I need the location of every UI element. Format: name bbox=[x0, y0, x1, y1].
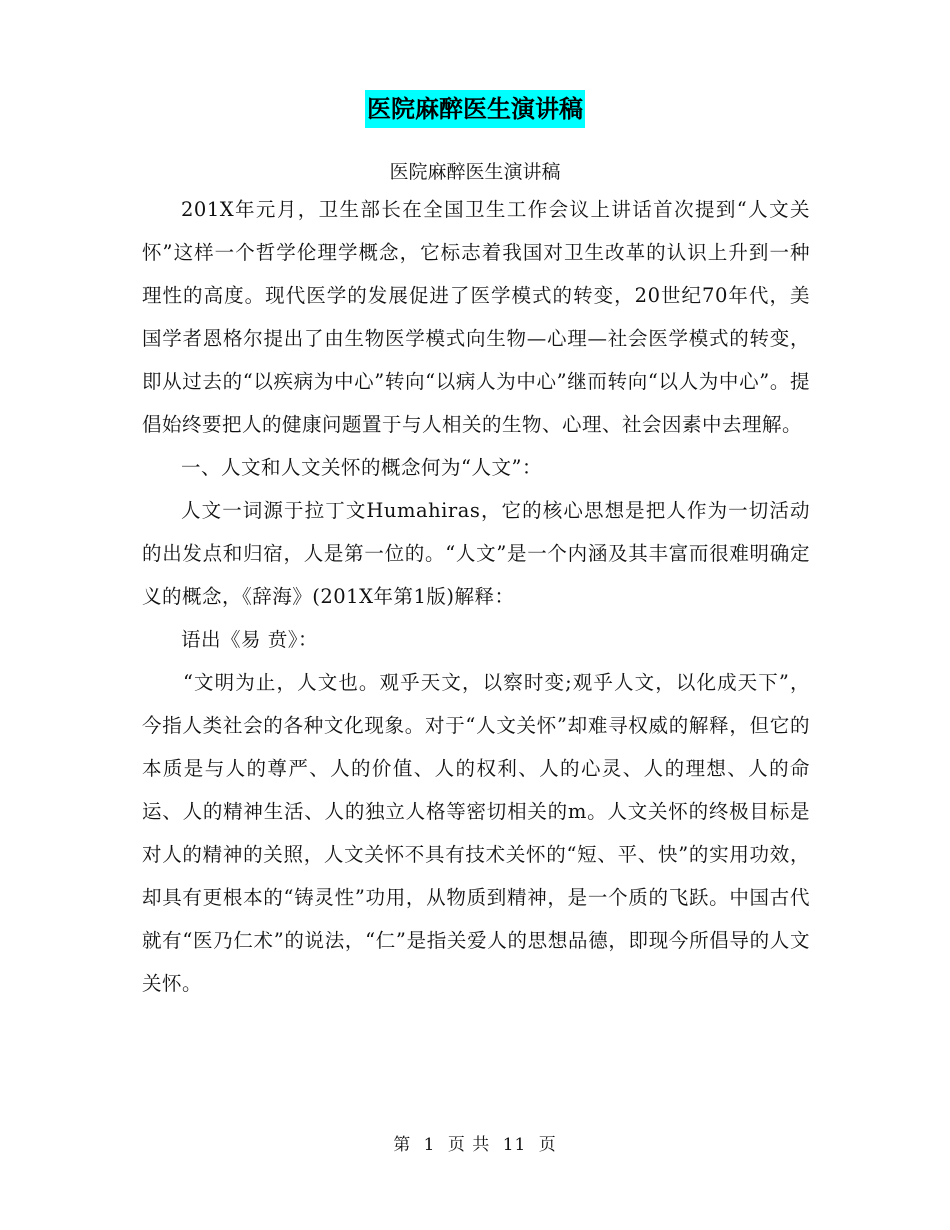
paragraph-source: 语出《易 贲》： bbox=[181, 628, 318, 651]
page-label-prefix: 第 bbox=[393, 1135, 412, 1155]
page-footer bbox=[0, 1133, 950, 1157]
document-title: 医院麻醉医生演讲稿 bbox=[365, 90, 585, 128]
section-heading: 一、人文和人文关怀的概念何为“人文”： bbox=[181, 456, 542, 479]
document-subtitle: 医院麻醉医生演讲稿 bbox=[389, 161, 561, 183]
page-label-suffix: 页 bbox=[538, 1135, 557, 1155]
page-label-mid: 页 共 bbox=[447, 1135, 491, 1155]
paragraph-quote: “文明为止，人文也。观乎天文，以察时变;观乎人文，以化成天下”，今指人类社会的各种文化现象。对于“人文关怀”却难寻权威的解释，但它的本质是与人的尊严、人的价值、人的权利、人的心灵、人的理想、人的命运、人的精神生活、人的独立人格等密切相关的m。人文关怀的终极目标是对人的精神的关照，人文关怀不具有技术关怀的“短、平、快”的实用功效，却具有更根本的“铸灵性”功用，从物质到精神，是一个质的飞跃。中国古代就有“医乃仁术”的说法，“仁”是指关爱人的思想品德，即现今所倡导的人文关怀。 bbox=[142, 671, 810, 995]
document-body bbox=[142, 188, 810, 1005]
paragraph-humanities-definition: 人文一词源于拉丁文Humahiras，它的核心思想是把人作为一切活动的出发点和归宿，人是第一位的。“人文”是一个内涵及其丰富而很难明确定义的概念，《辞海》(201X年第1版)解释： bbox=[142, 499, 810, 608]
title-block bbox=[0, 90, 950, 128]
total-pages-number: 11 bbox=[502, 1135, 527, 1155]
current-page-number: 1 bbox=[423, 1135, 436, 1155]
paragraph-intro: 201X年元月，卫生部长在全国卫生工作会议上讲话首次提到“人文关怀”这样一个哲学伦理学概念，它标志着我国对卫生改革的认识上升到一种理性的高度。现代医学的发展促进了医学模式的转变，20世纪70年代，美国学者恩格尔提出了由生物医学模式向生物—心理—社会医学模式的转变，即从过去的“以疾病为中心”转向“以病人为中心”继而转向“以人为中心”。提倡始终要把人的健康问题置于与人相关的生物、心理、社会因素中去理解。 bbox=[142, 198, 810, 436]
